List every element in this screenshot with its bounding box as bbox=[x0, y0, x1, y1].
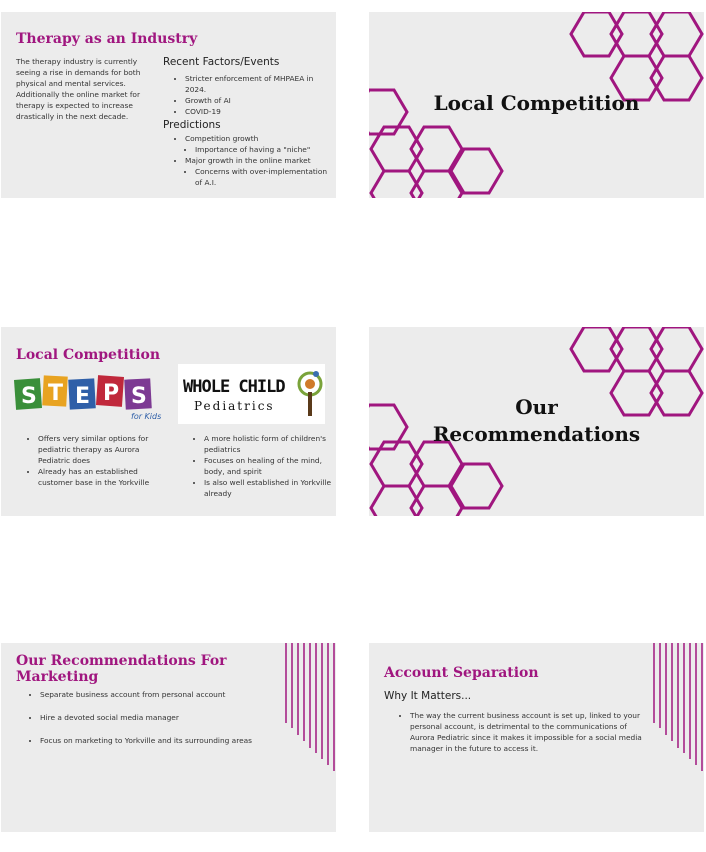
list-item bbox=[185, 133, 333, 155]
svg-text:T: T bbox=[48, 381, 64, 406]
slide-account-separation[interactable] bbox=[369, 643, 704, 832]
list-item: • Already has an established customer base in the Yorkville bbox=[38, 466, 166, 488]
stripe-decoration bbox=[281, 643, 336, 773]
list-item: • Focus on marketing to Yorkville and its surrounding areas bbox=[40, 735, 295, 746]
recommendation-list bbox=[28, 689, 295, 746]
slide-title: Therapy as an Industry bbox=[16, 31, 198, 47]
predictions-heading: Predictions bbox=[163, 119, 221, 131]
slide-title: Local Competition bbox=[433, 91, 640, 115]
list-item-text: Competition growth bbox=[185, 134, 259, 143]
list-item-text: Major growth in the online market bbox=[185, 156, 311, 165]
svg-text:S: S bbox=[131, 384, 147, 409]
slide-therapy-industry[interactable] bbox=[1, 12, 336, 198]
list-item: • Importance of having a "niche" bbox=[195, 144, 333, 155]
svg-text:for Kids: for Kids bbox=[131, 412, 162, 421]
whole-child-logo: WHOLE CHILD Pediatrics bbox=[178, 364, 325, 424]
slide-marketing-recommendations[interactable] bbox=[1, 643, 336, 832]
slide-subtitle: Why It Matters... bbox=[384, 690, 472, 702]
list-item bbox=[185, 155, 333, 188]
title-line: Recommendations bbox=[432, 422, 641, 446]
slide-title bbox=[409, 394, 664, 448]
slide-recommendations-title[interactable] bbox=[369, 327, 704, 516]
list-item: • A more holistic form of children's pediatrics bbox=[204, 433, 332, 455]
title-line: Our bbox=[515, 395, 558, 419]
slide-local-competition[interactable] bbox=[1, 327, 336, 516]
steps-logo bbox=[13, 373, 163, 421]
list-item: • The way the current business account is set up, linked to your personal account, is detrimental to the communications of Aurora Pediatric since it makes it impossible for a social media manager in the future to access it. bbox=[410, 710, 650, 754]
slide-title: Account Separation bbox=[384, 665, 539, 681]
list-item: • Offers very similar options for pediatric therapy as Aurora Pediatric does bbox=[38, 433, 166, 466]
list-item: • Growth of AI bbox=[185, 95, 333, 106]
point-list bbox=[398, 710, 650, 754]
stripe-decoration bbox=[649, 643, 704, 773]
tree-icon bbox=[296, 370, 324, 420]
factors-heading: Recent Factors/Events bbox=[163, 56, 280, 68]
list-item: • Concerns with over-implementation of A.I. bbox=[195, 166, 333, 188]
list-item: • Focuses on healing of the mind, body, and spirit bbox=[204, 455, 332, 477]
slide-local-competition-title[interactable] bbox=[369, 12, 704, 198]
list-item: • Separate business account from personal account bbox=[40, 689, 295, 700]
svg-text:P: P bbox=[103, 381, 120, 406]
steps-points bbox=[26, 433, 166, 488]
svg-text:S: S bbox=[21, 384, 37, 409]
whole-child-points bbox=[192, 433, 332, 499]
list-item: • Is also well established in Yorkville already bbox=[204, 477, 332, 499]
list-item: • Stricter enforcement of MHPAEA in 2024. bbox=[185, 73, 333, 95]
list-item: • COVID-19 bbox=[185, 106, 333, 117]
intro-text: The therapy industry is currently seeing a rise in demands for both physical and mental services. Additionally the online market for therapy is expected to increase drastically in the next decade. bbox=[16, 57, 141, 121]
svg-text:E: E bbox=[75, 384, 91, 409]
slide-title: Our Recommendations For Marketing bbox=[16, 653, 227, 685]
factors-list bbox=[173, 73, 333, 117]
predictions-list bbox=[173, 133, 333, 188]
list-item: • Hire a devoted social media manager bbox=[40, 712, 295, 723]
slide-title: Local Competition bbox=[16, 347, 161, 363]
